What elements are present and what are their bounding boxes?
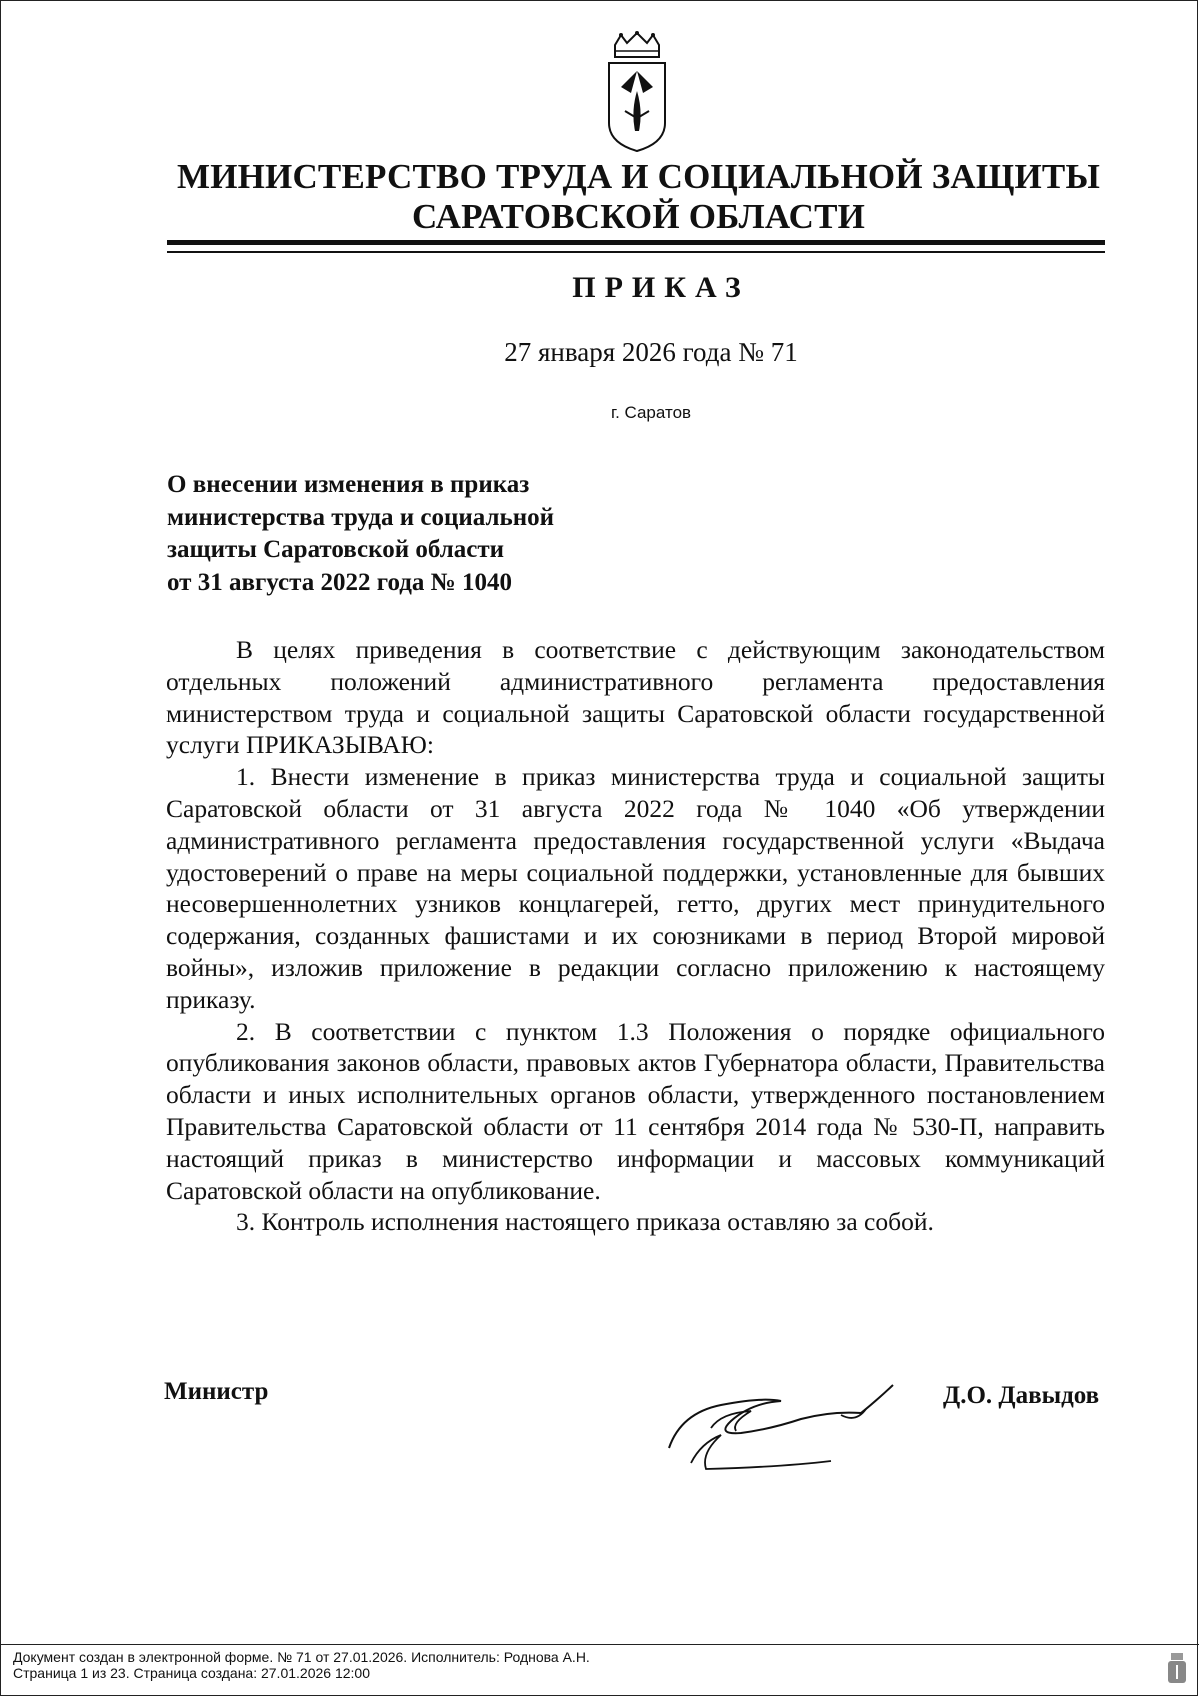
subject-line: О внесении изменения в приказ (167, 471, 530, 498)
coat-of-arms-icon (601, 31, 673, 153)
body-paragraph-item-3: 3. Контроль исполнения настоящего приказа оставляю за собой. (236, 1207, 934, 1237)
small-coat-of-arms-icon (1166, 1651, 1188, 1685)
body-paragraph-preamble: В целях приведения в соответствие с действующим законодательством отдельных положений административного регламента предоставления министерством труда и социальной защиты Саратовской области государственной услуги ПРИКАЗЫВАЮ: (166, 635, 1105, 760)
footer-divider (1, 1644, 1199, 1645)
subject-line: от 31 августа 2022 года № 1040 (167, 568, 512, 596)
header-divider-thick (167, 240, 1105, 245)
footer-line-2: Страница 1 из 23. Страница создана: 27.01.2026 12:00 (13, 1665, 370, 1681)
electronic-document-footer (13, 1649, 590, 1681)
body-paragraph-item-2: 2. В соответствии с пунктом 1.3 Положения о порядке официального опубликования законов области, правовых актов Губернатора области, Правительства области и иных исполнительных органов области, утвержденного постановлением Правительства Саратовской области от 11 сентября 2014 года № 530-П, направить настоящий приказ в министерство информации и массовых коммуникаций Саратовской области на опубликование. (166, 1016, 1105, 1205)
body-paragraph-item-1: 1. Внести изменение в приказ министерства труда и социальной защиты Саратовской области от 31 августа 2022 года № 1040 «Об утверждении административного регламента предоставления государственной услуги «Выдача удостоверений о праве на меры социальной поддержки, установленные для бывших несовершеннолетних узников концлагерей, гетто, других мест принудительного содержания, созданных фашистами и их союзниками в период Второй мировой войны», изложив приложение в редакции согласно приложению к настоящему приказу. (166, 762, 1105, 1014)
header-divider-thin (167, 251, 1105, 253)
subject-line: защиты Саратовской области (167, 536, 505, 563)
order-body (166, 634, 1105, 1238)
ministry-title (161, 157, 1116, 237)
document-type: ПРИКАЗ (572, 271, 750, 304)
subject-line: министерства труда и социальной (167, 503, 555, 531)
ministry-title-line-1: МИНИСТЕРСТВО ТРУДА И СОЦИАЛЬНОЙ ЗАЩИТЫ (176, 157, 1101, 196)
ministry-title-line-2: САРАТОВСКОЙ ОБЛАСТИ (411, 197, 866, 236)
signatory-name: Д.О. Давыдов (943, 1382, 1100, 1409)
document-date-number: 27 января 2026 года № 71 (504, 337, 798, 367)
order-subject (167, 469, 637, 599)
handwritten-signature (661, 1373, 911, 1473)
signatory-title: Министр (164, 1378, 269, 1405)
footer-line-1: Документ создан в электронной форме. № 71 от 27.01.2026. Исполнитель: Роднова А.Н. (13, 1649, 590, 1665)
document-city: г. Саратов (610, 403, 692, 422)
